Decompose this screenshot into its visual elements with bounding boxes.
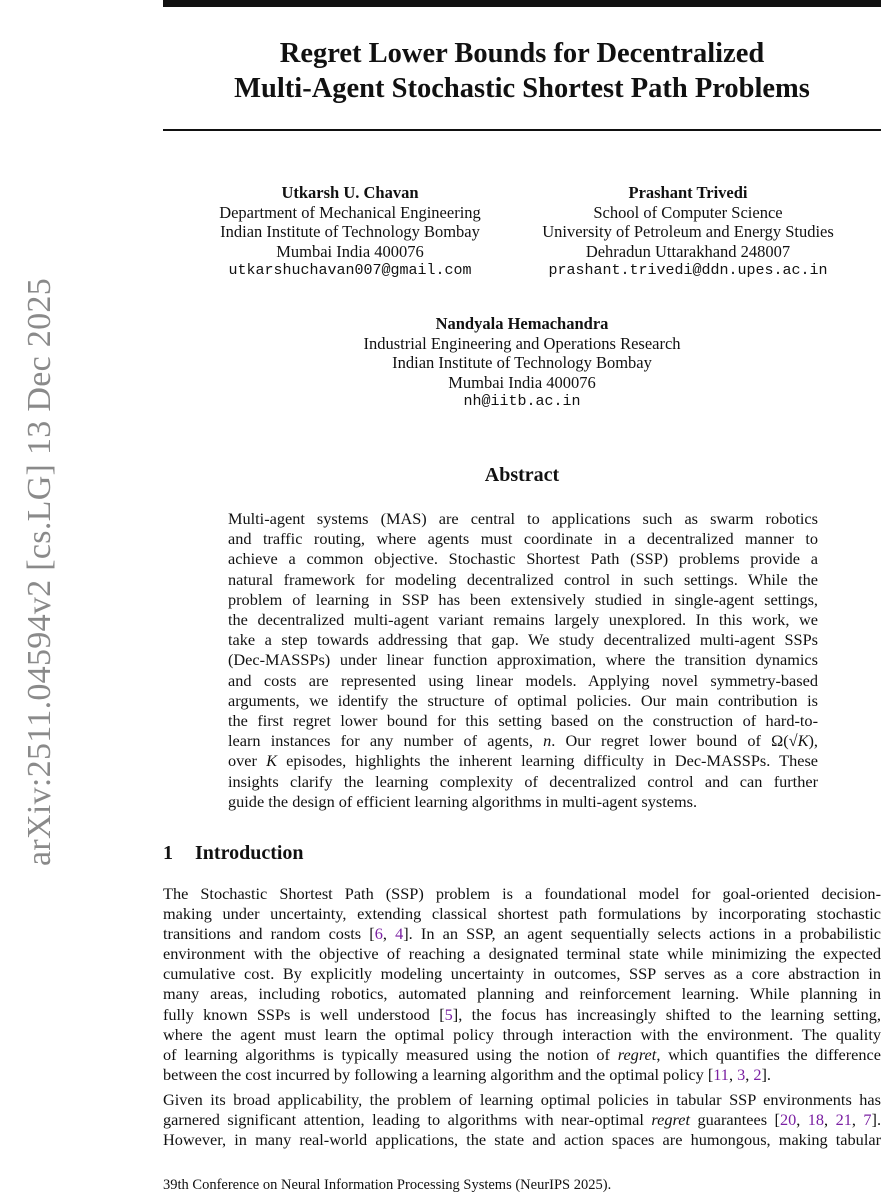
abstract-line: and traffic routing, where agents must coordinate in a decentralized manner to [228, 529, 818, 549]
author-affiliation: University of Petroleum and Energy Studies [542, 222, 834, 241]
author-affiliation: Mumbai India 400076 [448, 372, 596, 392]
body-line: transitions and random costs [6, 4]. In an SSP, an agent sequentially selects actions in a probabilistic [163, 924, 882, 944]
top-rule [163, 0, 881, 7]
author-affiliation: Indian Institute of Technology Bombay [392, 353, 652, 372]
body-line: However, in many real-world applications, the state and action spaces are humongous, making tabular [163, 1130, 881, 1150]
author-affiliation: Industrial Engineering and Operations Research [363, 333, 681, 353]
section-heading-introduction [163, 842, 304, 865]
body-line: of learning algorithms is typically measured using the notion of regret, which quantifies the difference [163, 1044, 881, 1064]
abstract-line: arguments, we identify the structure of optimal policies. Our main contribution is [228, 690, 818, 710]
abstract-line: guide the design of efficient learning algorithms in multi-agent systems. [228, 791, 698, 811]
author-name: Utkarsh U. Chavan [281, 183, 419, 202]
arxiv-sidebar [0, 0, 58, 1200]
title-rule [163, 129, 881, 131]
author-name: Prashant Trivedi [628, 183, 748, 202]
body-line: making under uncertainty, extending classical shortest path formulations by incorporating stochastic [163, 904, 881, 924]
body-line: environment with the objective of reaching a designated terminal state while minimizing the expected [163, 944, 881, 964]
author-name: Nandyala Hemachandra [435, 314, 609, 333]
abstract-line: over K episodes, highlights the inherent learning difficulty in Dec-MASSPs. These [228, 751, 819, 771]
intro-paragraph-2 [163, 1090, 881, 1150]
abstract-line: Multi-agent systems (MAS) are central to applications such as swarm robotics [228, 509, 818, 528]
author-affiliation: Indian Institute of Technology Bombay [220, 222, 480, 241]
author-block-1 [190, 183, 510, 281]
abstract-line: the first regret lower bound for this setting based on the construction of hard-to- [228, 711, 818, 731]
author-affiliation: Dehradun Uttarakhand 248007 [585, 241, 791, 261]
body-line: garnered significant attention, leading to algorithms with near-optimal regret guarantees [20, 18, 21, 7]. [163, 1110, 882, 1130]
abstract-line: problem of learning in SSP has been extensively studied in single-agent settings, [228, 589, 818, 609]
abstract-line: achieve a common objective. Stochastic Shortest Path (SSP) problems provide a [228, 549, 818, 569]
body-line: where the agent must learn the optimal policy through interaction with the environment. The quality [163, 1024, 881, 1044]
title-line: Multi-Agent Stochastic Shortest Path Problems [234, 73, 810, 104]
abstract-line: insights clarify the learning complexity of decentralized control and can further [228, 771, 818, 791]
abstract-body [228, 509, 818, 812]
author-affiliation: School of Computer Science [593, 202, 783, 222]
abstract-line: take a step towards addressing that gap. We study decentralized multi-agent SSPs [228, 630, 818, 650]
author-block-3 [322, 314, 722, 412]
conference-footer: 39th Conference on Neural Information Processing Systems (NeurIPS 2025). [163, 1177, 612, 1193]
author-email: utkarshuchavan007@gmail.com [228, 262, 472, 279]
author-block-2 [518, 183, 858, 281]
arxiv-identifier: arXiv:2511.04594v2 [cs.LG] 13 Dec 2025 [21, 277, 58, 867]
body-line: many areas, including robotics, automated planning and reinforcement learning. While planning in [163, 984, 881, 1004]
abstract-line: (Dec-MASSPs) under linear function approximation, where the transition dynamics [228, 650, 818, 670]
author-email: nh@iitb.ac.in [463, 393, 581, 410]
abstract-line: and costs are represented using linear models. Applying novel symmetry-based [228, 670, 818, 690]
body-line: cumulative cost. By explicitly modeling uncertainty in outcomes, SSP serves as a core abstraction in [163, 964, 881, 984]
abstract-line: natural framework for modeling decentralized control in such settings. While the [228, 569, 818, 589]
title-line: Regret Lower Bounds for Decentralized [279, 38, 765, 69]
abstract-line: learn instances for any number of agents, n. Our regret lower bound of Ω(√K), [228, 731, 818, 751]
intro-paragraph-1 [163, 884, 881, 1085]
abstract-heading: Abstract [484, 464, 560, 486]
abstract-line: the decentralized multi-agent variant remains largely unexplored. In this work, we [228, 610, 818, 630]
author-email: prashant.trivedi@ddn.upes.ac.in [548, 262, 828, 279]
section-title: Introduction [195, 842, 304, 864]
body-line: between the cost incurred by following a learning algorithm and the optimal policy [11, 3, 2]. [163, 1064, 771, 1084]
author-affiliation: Mumbai India 400076 [276, 241, 424, 261]
paper-title [163, 36, 881, 106]
body-line: Given its broad applicability, the problem of learning optimal policies in tabular SSP environments has [163, 1090, 881, 1109]
body-line: fully known SSPs is well understood [5], the focus has increasingly shifted to the learning setting, [163, 1004, 881, 1024]
section-number: 1 [163, 842, 173, 864]
body-line: The Stochastic Shortest Path (SSP) problem is a foundational model for goal-oriented decision- [163, 884, 881, 903]
author-affiliation: Department of Mechanical Engineering [219, 202, 481, 222]
